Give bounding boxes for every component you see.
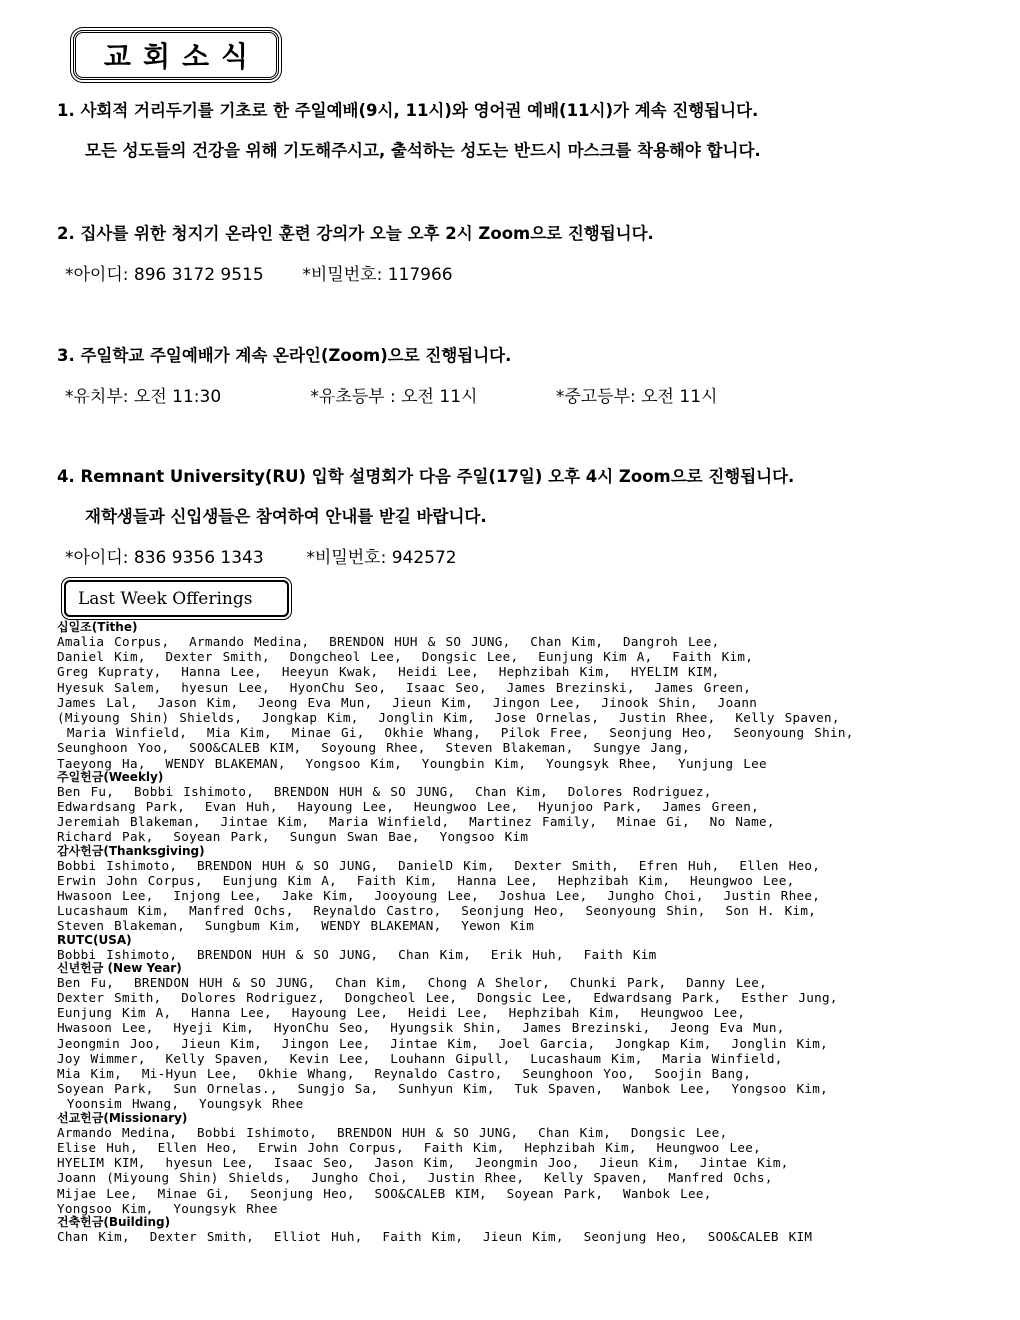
zoom-password: *비밀번호: 117966 xyxy=(302,265,453,285)
offering-name-line: Hwasoon Lee, Hyeji Kim, HyonChu Seo, Hyungsik Shin, James Brezinski, Jeong Eva Mun, xyxy=(57,1020,785,1036)
offering-name-line: James Lal, Jason Kim, Jeong Eva Mun, Jieun Kim, Jingon Lee, Jinook Shin, Joann xyxy=(57,694,758,710)
offering-name-line: Ben Fu, Bobbi Ishimoto, BRENDON HUH & SO JUNG, Chan Kim, Dolores Rodriguez, xyxy=(57,783,712,799)
offering-category: 건축헌금(Building) xyxy=(57,1214,171,1229)
offering-name-line: Maria Winfield, Mia Kim, Minae Gi, Okhie Whang, Pilok Free, Seonjung Heo, Seonyoung Shin, xyxy=(57,725,854,741)
announcement-2-head: 2. 집사를 위한 청지기 온라인 훈련 강의가 오늘 오후 2시 Zoom으로 진행됩니다. xyxy=(57,224,654,243)
offerings-list xyxy=(57,621,1007,1244)
offering-name-line: Armando Medina, Bobbi Ishimoto, BRENDON HUH & SO JUNG, Chan Kim, Dongsic Lee, xyxy=(57,1124,728,1140)
ru-zoom-password: *비밀번호: 942572 xyxy=(306,548,457,568)
offering-category: RUTC(USA) xyxy=(57,932,132,947)
offering-name-line: Amalia Corpus, Armando Medina, BRENDON HUH & SO JUNG, Chan Kim, Dangroh Lee, xyxy=(57,634,720,649)
offerings-title-box xyxy=(64,580,289,617)
offering-name-line: Eunjung Kim A, Hanna Lee, Hayoung Lee, Heidi Lee, Hephzibah Kim, Heungwoo Lee, xyxy=(57,1005,746,1021)
announcement-4-info xyxy=(57,543,977,568)
title-box xyxy=(73,30,279,80)
youth-time: *중고등부: 오전 11시 xyxy=(555,387,718,407)
offering-category: 십일조(Tithe) xyxy=(57,620,138,634)
offering-name-line: Erwin John Corpus, Eunjung Kim A, Faith Kim, Hanna Lee, Hephzibah Kim, Heungwoo Lee, xyxy=(57,872,795,888)
offering-category: 감사헌금(Thanksgiving) xyxy=(57,843,205,858)
offering-names xyxy=(57,858,1007,934)
offering-name-line: Hyesuk Salem, hyesun Lee, HyonChu Seo, Isaac Seo, James Brezinski, James Green, xyxy=(57,679,752,695)
offering-name-line: Jeongmin Joo, Jieun Kim, Jingon Lee, Jintae Kim, Joel Garcia, Jongkap Kim, Jonglin Kim, xyxy=(57,1035,829,1051)
offering-name-line: Elise Huh, Ellen Heo, Erwin John Corpus, Faith Kim, Hephzibah Kim, Heungwoo Lee, xyxy=(57,1139,761,1155)
offering-category: 주일헌금(Weekly) xyxy=(57,769,164,784)
page-title: 교회소식 xyxy=(103,40,261,73)
offering-name-line: Hwasoon Lee, Injong Lee, Jake Kim, Jooyoung Lee, Joshua Lee, Jungho Choi, Justin Rhee, xyxy=(57,888,821,904)
offering-name-line: Chan Kim, Dexter Smith, Elliot Huh, Faith Kim, Jieun Kim, Seonjung Heo, SOO&CALEB KIM xyxy=(57,1228,813,1244)
offering-name-line: HYELIM KIM, hyesun Lee, Isaac Seo, Jason Kim, Jeongmin Joo, Jieun Kim, Jintae Kim, xyxy=(57,1155,789,1171)
offering-name-line: Bobbi Ishimoto, BRENDON HUH & SO JUNG, DanielD Kim, Dexter Smith, Efren Huh, Ellen Heo, xyxy=(57,857,821,873)
offering-name-line: Jeremiah Blakeman, Jintae Kim, Maria Winfield, Martinez Family, Minae Gi, No Name, xyxy=(57,814,775,830)
offering-name-line: Dexter Smith, Dolores Rodriguez, Dongcheol Lee, Dongsic Lee, Edwardsang Park, Esther Jung, xyxy=(57,990,838,1006)
offering-name-line: Joann (Miyoung Shin) Shields, Jungho Choi, Justin Rhee, Kelly Spaven, Manfred Ochs, xyxy=(57,1170,773,1186)
announcement-4 xyxy=(57,463,977,568)
offering-name-line: Yoonsim Hwang, Youngsyk Rhee xyxy=(57,1096,304,1112)
offering-name-line: Richard Pak, Soyean Park, Sungun Swan Bae, Yongsoo Kim xyxy=(57,829,529,845)
offering-names xyxy=(57,634,1007,771)
offering-name-line: (Miyoung Shin) Shields, Jongkap Kim, Jonglin Kim, Jose Ornelas, Justin Rhee, Kelly Spaven, xyxy=(57,710,840,726)
offering-names xyxy=(57,1125,1007,1216)
announcement-2-info xyxy=(57,260,977,285)
offering-name-line: Joy Wimmer, Kelly Spaven, Kevin Lee, Louhann Gipull, Lucashaum Kim, Maria Winfield, xyxy=(57,1050,783,1066)
announcement-1-head: 1. 사회적 거리두기를 기초로 한 주일예배(9시, 11시)와 영어권 예배(11시)가 계속 진행됩니다. xyxy=(57,101,759,120)
offering-names xyxy=(57,784,1007,845)
offering-name-line: Taeyong Ha, WENDY BLAKEMAN, Yongsoo Kim, Youngbin Kim, Youngsyk Rhee, Yunjung Lee xyxy=(57,755,767,771)
offering-name-line: Mia Kim, Mi-Hyun Lee, Okhie Whang, Reynaldo Castro, Seunghoon Yoo, Soojin Bang, xyxy=(57,1066,752,1082)
announcement-3-info xyxy=(57,382,977,407)
offering-name-line: Seunghoon Yoo, SOO&CALEB KIM, Soyoung Rhee, Steven Blakeman, Sungye Jang, xyxy=(57,740,690,756)
offering-name-line: Yongsoo Kim, Youngsyk Rhee xyxy=(57,1200,278,1216)
offering-name-line: Bobbi Ishimoto, BRENDON HUH & SO JUNG, Chan Kim, Erik Huh, Faith Kim xyxy=(57,946,657,962)
announcement-3-head: 3. 주일학교 주일예배가 계속 온라인(Zoom)으로 진행됩니다. xyxy=(57,346,512,365)
offering-name-line: Lucashaum Kim, Manfred Ochs, Reynaldo Castro, Seonjung Heo, Seonyoung Shin, Son H. Kim, xyxy=(57,903,817,919)
offering-category: 선교헌금(Missionary) xyxy=(57,1110,188,1125)
offering-names xyxy=(57,975,1007,1112)
announcement-1 xyxy=(57,97,977,161)
offering-name-line: Edwardsang Park, Evan Huh, Hayoung Lee, Heungwoo Lee, Hyunjoo Park, James Green, xyxy=(57,799,759,815)
offering-names xyxy=(57,947,1007,962)
elementary-time: *유초등부 : 오전 11시 xyxy=(310,387,478,407)
offering-name-line: Steven Blakeman, Sungbum Kim, WENDY BLAKEMAN, Yewon Kim xyxy=(57,918,535,934)
offering-name-line: Soyean Park, Sun Ornelas., Sungjo Sa, Sunhyun Kim, Tuk Spaven, Wanbok Lee, Yongsoo Kim, xyxy=(57,1081,829,1097)
offering-names xyxy=(57,1229,1007,1244)
offerings-title: Last Week Offerings xyxy=(78,588,253,609)
kindergarten-time: *유치부: 오전 11:30 xyxy=(65,387,222,407)
announcement-2 xyxy=(57,220,977,285)
offering-category: 신년헌금 (New Year) xyxy=(57,960,182,975)
ru-zoom-id: *아이디: 836 9356 1343 xyxy=(65,548,264,568)
announcement-3 xyxy=(57,342,977,407)
announcement-4-head: 4. Remnant University(RU) 입학 설명회가 다음 주일(17일) 오후 4시 Zoom으로 진행됩니다. xyxy=(57,467,795,486)
zoom-id: *아이디: 896 3172 9515 xyxy=(65,265,264,285)
offering-name-line: Ben Fu, BRENDON HUH & SO JUNG, Chan Kim, Chong A Shelor, Chunki Park, Danny Lee, xyxy=(57,974,767,990)
offering-name-line: Mijae Lee, Minae Gi, Seonjung Heo, SOO&CALEB KIM, Soyean Park, Wanbok Lee, xyxy=(57,1185,712,1201)
offering-name-line: Daniel Kim, Dexter Smith, Dongcheol Lee, Dongsic Lee, Eunjung Kim A, Faith Kim, xyxy=(57,649,754,665)
offering-name-line: Greg Kupraty, Hanna Lee, Heeyun Kwak, Heidi Lee, Hephzibah Kim, HYELIM KIM, xyxy=(57,664,720,680)
announcement-1-sub: 모든 성도들의 건강을 위해 기도해주시고, 출석하는 성도는 반드시 마스크를 착용해야 합니다. xyxy=(85,141,761,160)
announcement-4-sub: 재학생들과 신입생들은 참여하여 안내를 받길 바랍니다. xyxy=(85,507,487,526)
